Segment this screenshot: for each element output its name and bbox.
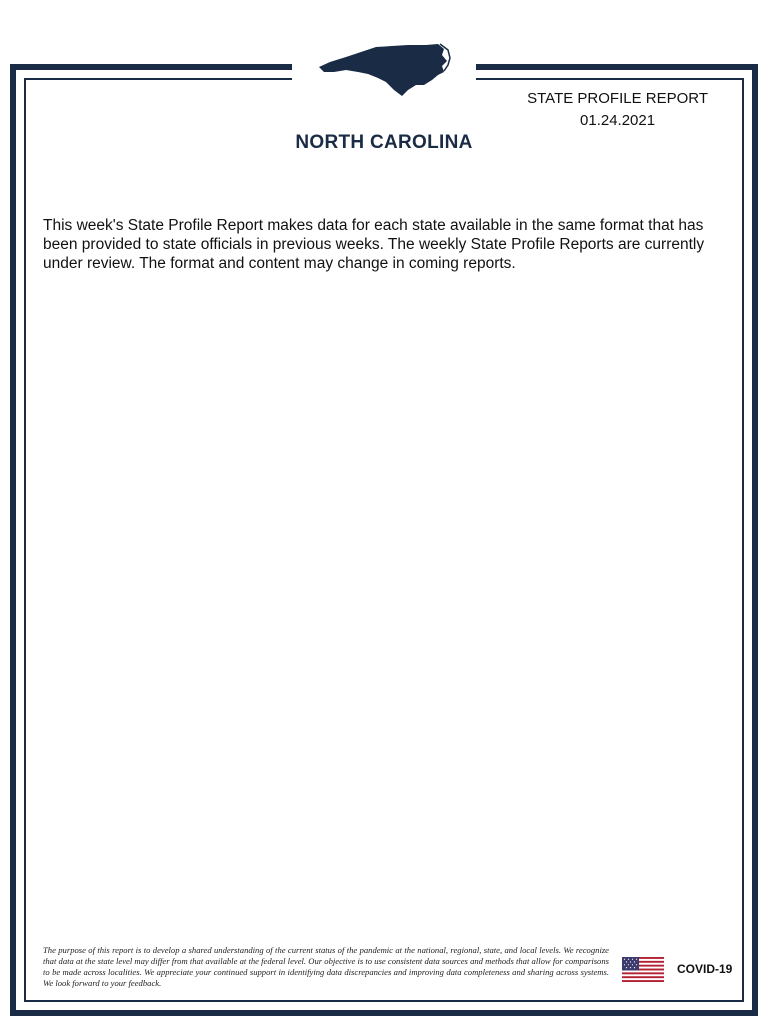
intro-paragraph: This week's State Profile Report makes data for each state available in the same format that has been provided to state officials in previous weeks. The weekly State Profile Reports are currently under review. The format and content may change in coming reports. xyxy=(43,217,705,272)
us-flag-icon xyxy=(622,957,664,982)
north-carolina-map-icon xyxy=(316,40,452,98)
footer-disclaimer: The purpose of this report is to develop a shared understanding of the current status of the pandemic at the national, regional, state, and local levels. We recognize that data at the state level may differ from that available at the federal level. Our objective is to use consistent data sources and methods that allow for comparisons to be made across localities. We appreciate your continued support in identifying data discrepancies and improving data completeness and sharing across systems. We look forward to your feedback. xyxy=(43,945,609,988)
report-heading xyxy=(527,88,708,132)
report-date: 01.24.2021 xyxy=(580,112,656,129)
covid-19-label: COVID-19 xyxy=(677,962,733,976)
state-title: NORTH CAROLINA xyxy=(295,132,473,153)
report-title: STATE PROFILE REPORT xyxy=(527,90,708,107)
